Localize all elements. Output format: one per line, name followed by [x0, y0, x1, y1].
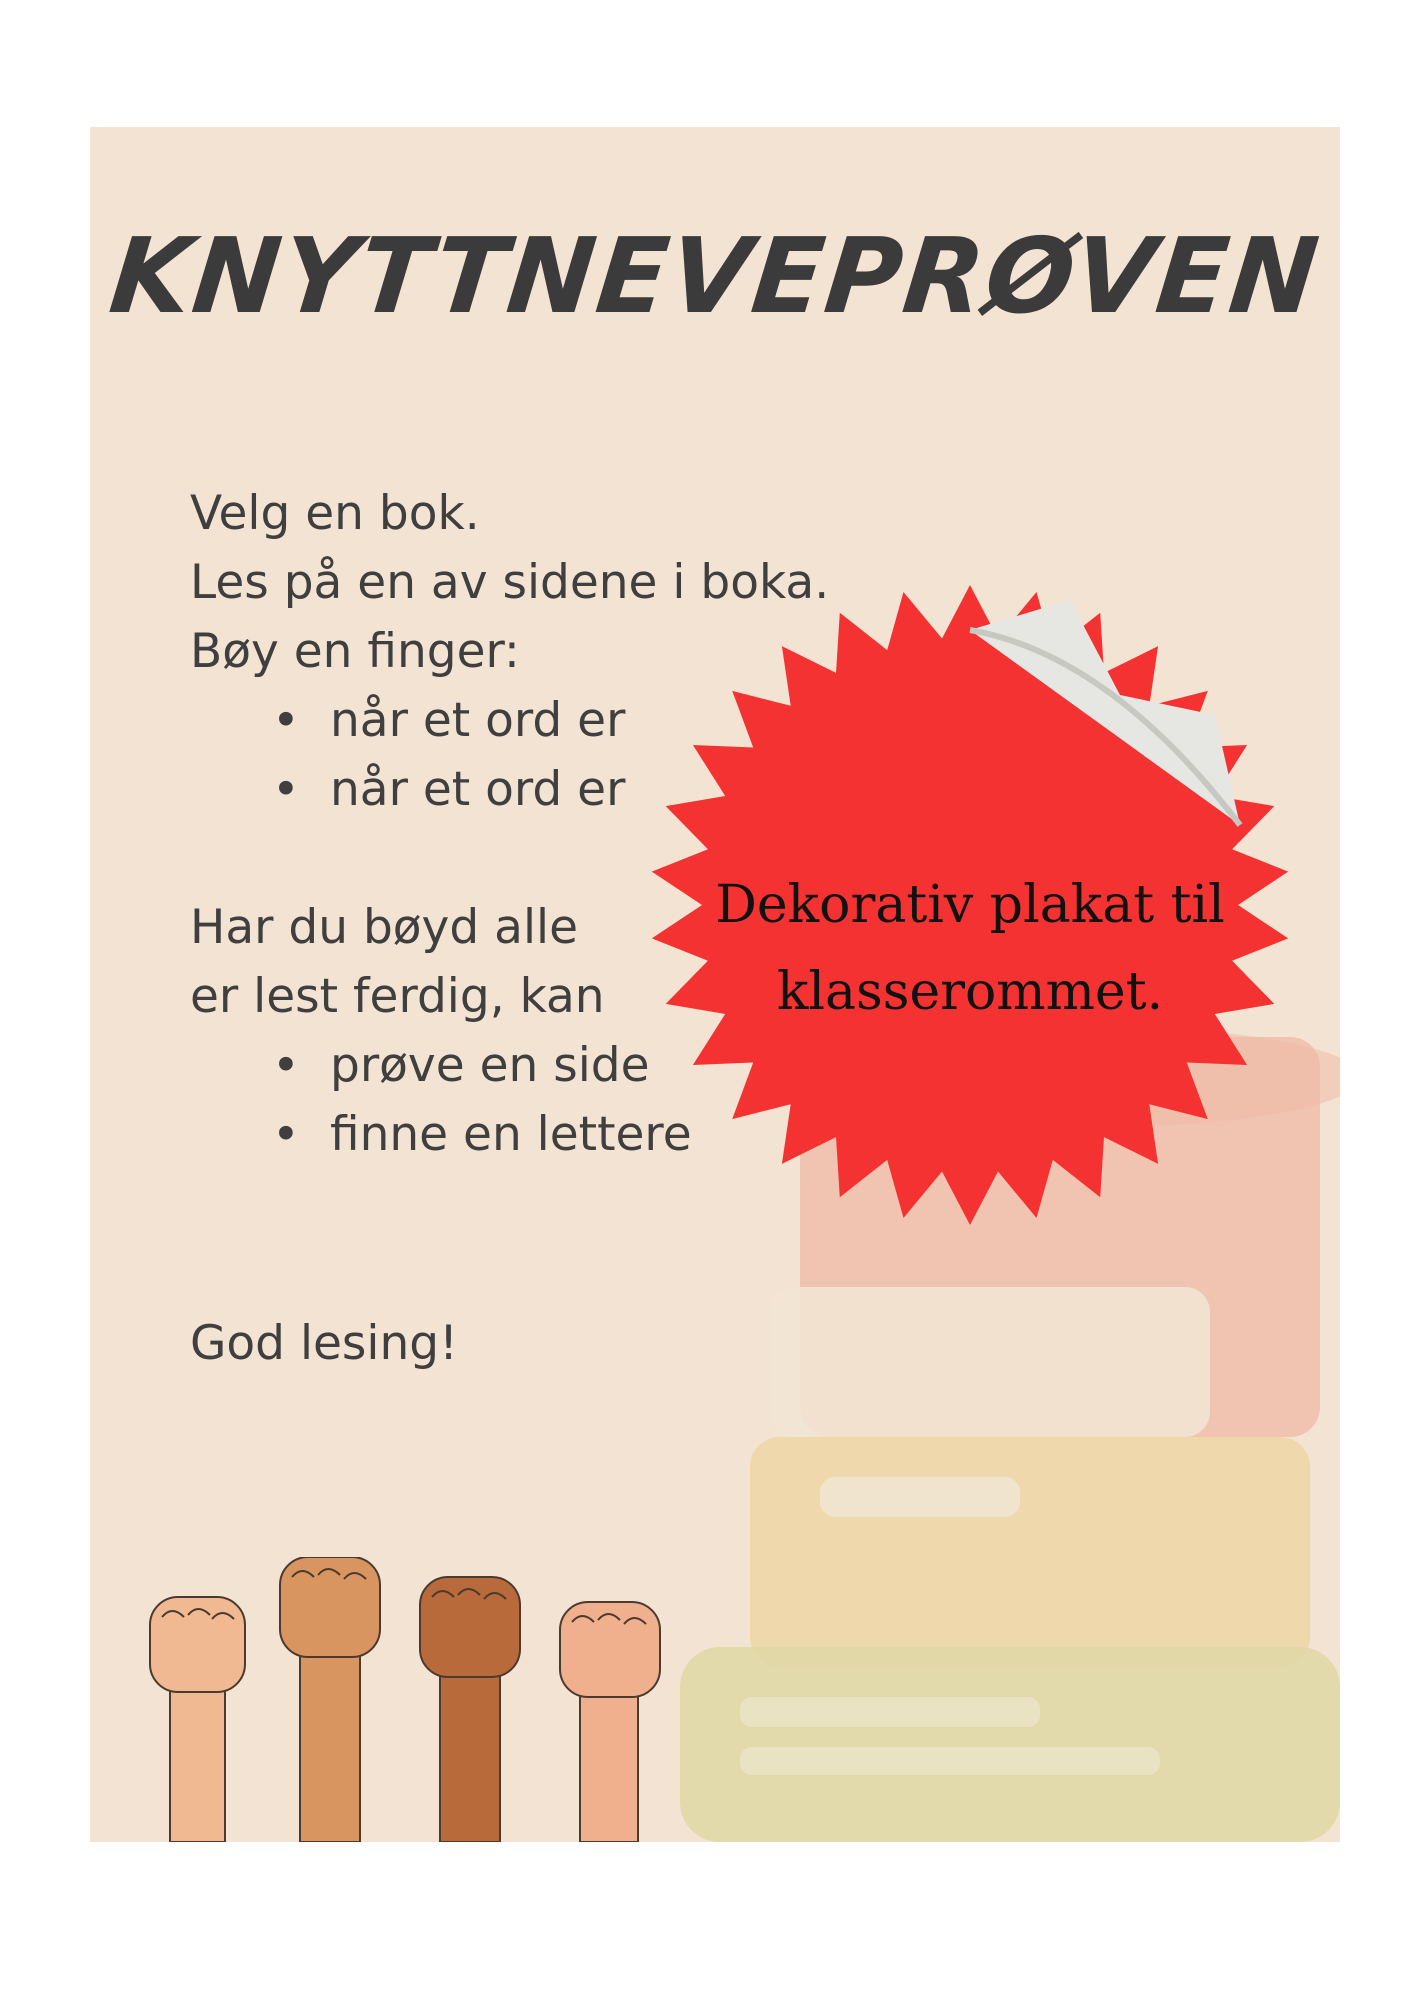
list-item: • når et ord er: [190, 686, 829, 755]
fist-icon: [560, 1602, 660, 1842]
fist-icon: [280, 1557, 380, 1842]
list-item: • når et ord er: [190, 755, 829, 824]
sticker-text: Dekorativ plakat til klasserommet.: [715, 875, 1225, 1022]
instruction-line: Bøy en finger:: [190, 624, 520, 679]
instruction-line: Velg en bok.: [190, 486, 480, 541]
instruction-line: er lest ferdig, kan: [190, 969, 605, 1024]
list-item: • finne en lettere: [190, 1100, 829, 1169]
instruction-line: Les på en av sidene i boka.: [190, 555, 830, 610]
raised-fists-illustration: [140, 1557, 740, 1842]
poster-title: KNYTTNEVEPRØVEN: [104, 215, 1326, 337]
closing-line: God lesing!: [190, 1316, 458, 1371]
list-item: • prøve en side: [190, 1031, 829, 1100]
fist-icon: [420, 1577, 520, 1842]
fist-icon: [150, 1597, 245, 1842]
instruction-line: Har du bøyd alle: [190, 900, 578, 955]
